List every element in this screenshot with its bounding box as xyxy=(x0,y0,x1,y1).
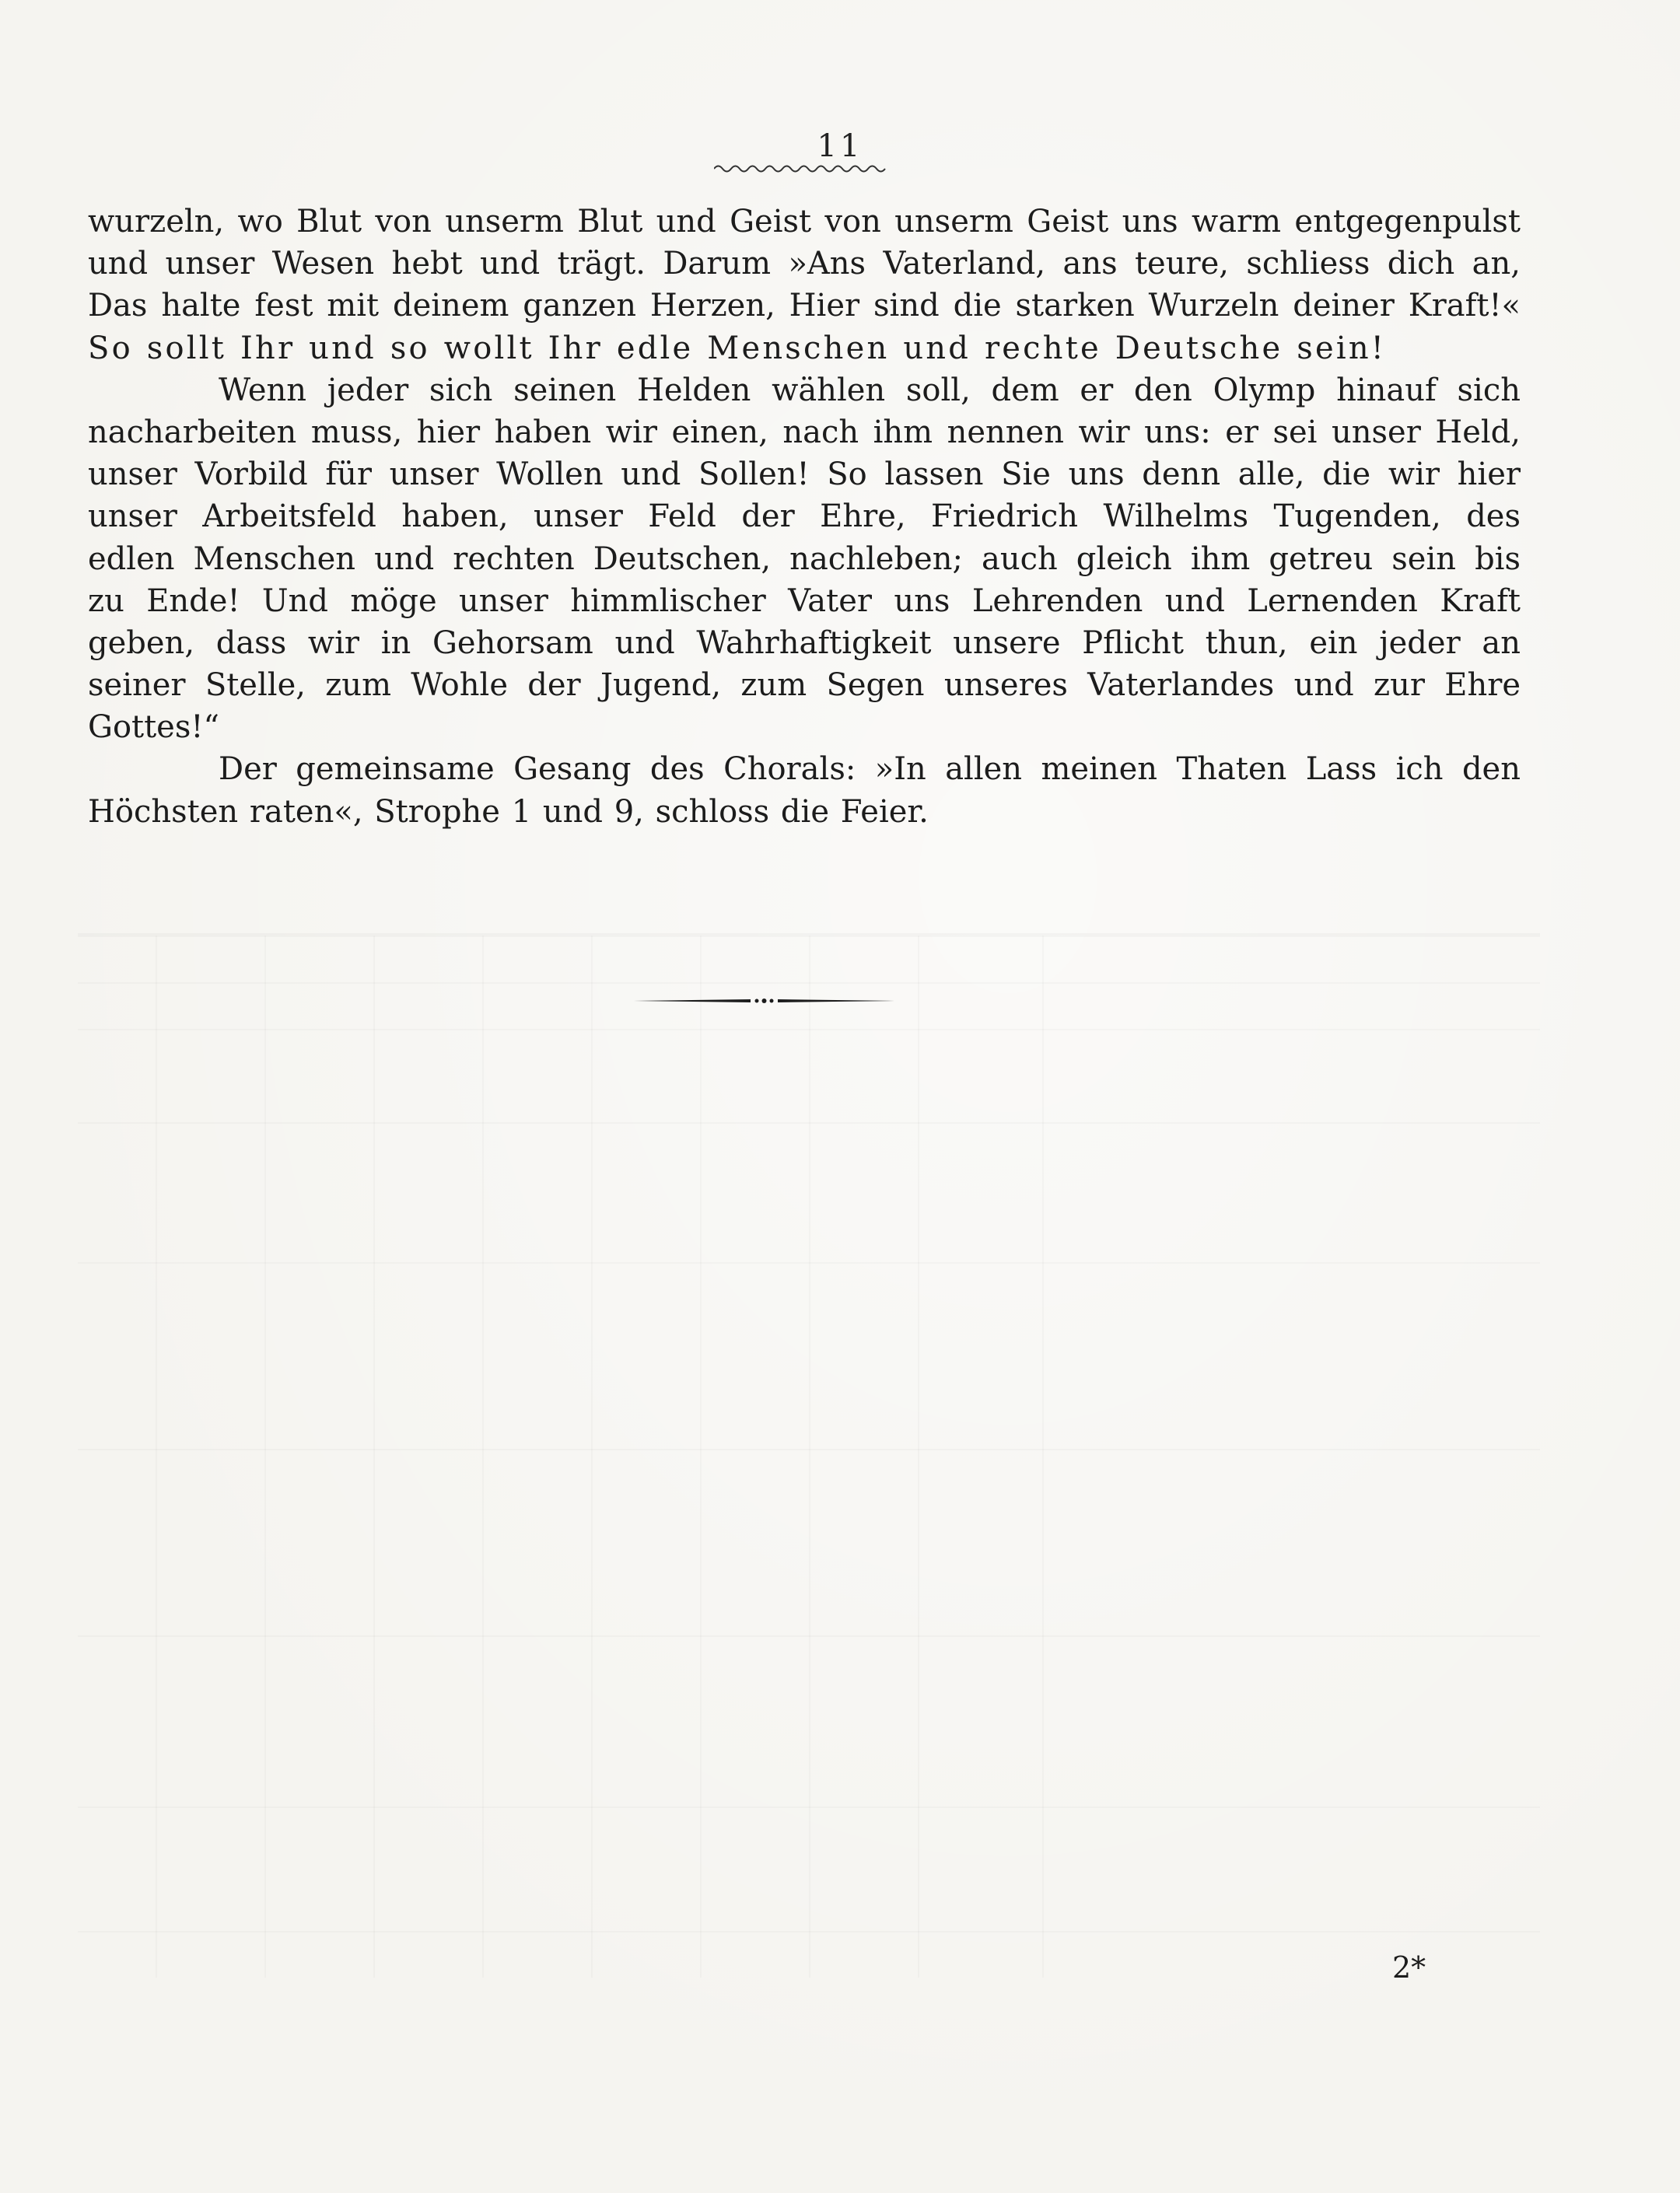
text-line: und unser Wesen hebt und trägt. Darum »Ans Vaterland, ans teure, schliess dich an, xyxy=(88,246,1521,282)
text-line: Wenn jeder sich seinen Helden wählen soll, dem er den Olymp hinauf sich xyxy=(219,372,1521,408)
text-line: edlen Menschen und rechten Deutschen, nachleben; auch gleich ihm getreu sein bis xyxy=(88,540,1521,577)
text-line: Der gemeinsame Gesang des Chorals: »In allen meinen Thaten Lass ich den xyxy=(219,751,1521,788)
text-line: Höchsten raten«, Strophe 1 und 9, schloss die Feier. xyxy=(88,793,929,830)
text-line: So sollt Ihr und so wollt Ihr edle Menschen und rechte Deutsche sein! xyxy=(88,330,1387,366)
text-line: geben, dass wir in Gehorsam und Wahrhaftigkeit unsere Pflicht thun, ein jeder an xyxy=(88,624,1521,661)
signature-mark: 2* xyxy=(1392,1950,1426,1985)
bleed-through-table xyxy=(78,933,1540,1978)
ornamental-wave-rule xyxy=(714,163,887,174)
text-line: unser Arbeitsfeld haben, unser Feld der Ehre, Friedrich Wilhelms Tugenden, des xyxy=(88,498,1521,535)
text-line: nacharbeiten muss, hier haben wir einen, nach ihm nennen wir uns: er sei unser Held, xyxy=(88,414,1521,450)
text-line: seiner Stelle, zum Wohle der Jugend, zum Segen unseres Vaterlandes und zur Ehre xyxy=(88,667,1521,704)
text-line: Das halte fest mit deinem ganzen Herzen, Hier sind die starken Wurzeln deiner Kraft!« xyxy=(88,288,1521,324)
text-line: wurzeln, wo Blut von unserm Blut und Geist von unserm Geist uns warm entgegenpulst xyxy=(88,204,1521,240)
ornamental-separator xyxy=(634,995,894,1006)
body-text xyxy=(88,201,1521,833)
text-line: zu Ende! Und möge unser himmlischer Vater uns Lehrenden und Lernenden Kraft xyxy=(88,582,1521,619)
page-number: 11 xyxy=(817,128,863,164)
text-line: unser Vorbild für unser Wollen und Sollen! So lassen Sie uns denn alle, die wir hier xyxy=(88,456,1521,493)
text-line: Gottes!“ xyxy=(88,709,219,746)
